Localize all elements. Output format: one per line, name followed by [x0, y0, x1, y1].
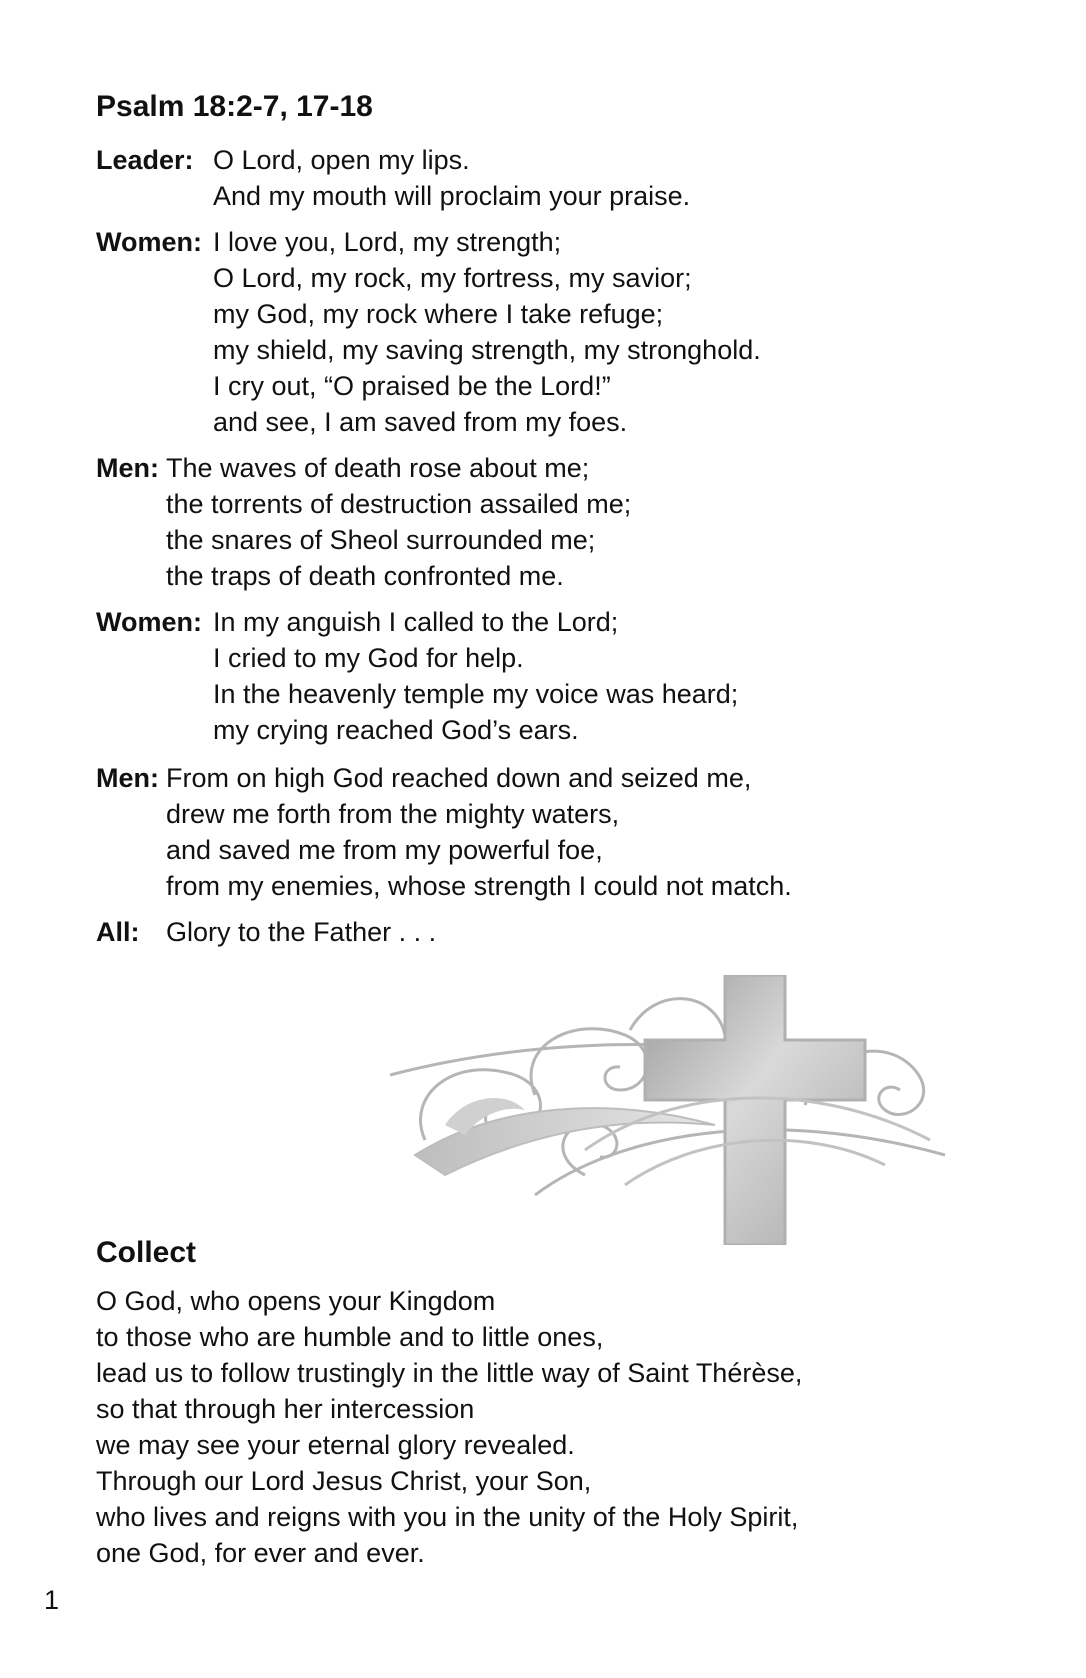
psalm-line: And my mouth will proclaim your praise.: [213, 181, 691, 211]
psalm-line: and see, I am saved from my foes.: [213, 407, 628, 437]
psalm-line: In my anguish I called to the Lord;: [213, 607, 619, 637]
collect-line: who lives and reigns with you in the unity of the Holy Spirit,: [96, 1502, 799, 1532]
stanza-men-2: [96, 760, 792, 904]
stanza-women-2: [96, 604, 738, 748]
stanza-all: [96, 914, 436, 950]
psalm-line: I love you, Lord, my strength;: [213, 227, 562, 257]
stanza-women-1: [96, 224, 761, 440]
psalm-line: O Lord, open my lips.: [213, 145, 470, 175]
speaker-label: Leader:: [96, 145, 194, 175]
psalm-line: drew me forth from the mighty waters,: [166, 799, 620, 829]
psalm-line: my God, my rock where I take refuge;: [213, 299, 664, 329]
collect-line: so that through her intercession: [96, 1394, 475, 1424]
psalm-line: The waves of death rose about me;: [166, 453, 590, 483]
collect-title: Collect: [96, 1236, 197, 1269]
speaker-label: Women:: [96, 227, 202, 257]
collect-line: we may see your eternal glory revealed.: [96, 1430, 575, 1460]
collect-line: Through our Lord Jesus Christ, your Son,: [96, 1466, 592, 1496]
collect-line: O God, who opens your Kingdom: [96, 1286, 496, 1316]
psalm-line: the snares of Sheol surrounded me;: [166, 525, 596, 555]
psalm-line: my shield, my saving strength, my stronghold.: [213, 335, 761, 365]
psalm-line: In the heavenly temple my voice was heard;: [213, 679, 739, 709]
collect-prayer: [96, 1283, 802, 1571]
collect-line: lead us to follow trustingly in the little way of Saint Thérèse,: [96, 1358, 803, 1388]
psalm-line: and saved me from my powerful foe,: [166, 835, 603, 865]
page-number: 1: [44, 1585, 60, 1615]
psalm-line: O Lord, my rock, my fortress, my savior;: [213, 263, 692, 293]
stanza-men-1: [96, 450, 631, 594]
cross-with-flourish-icon: [385, 975, 965, 1245]
psalm-title: Psalm 18:2-7, 17-18: [96, 90, 373, 123]
psalm-line: from my enemies, whose strength I could not match.: [166, 871, 792, 901]
collect-line: one God, for ever and ever.: [96, 1538, 425, 1568]
psalm-line: Glory to the Father . . .: [166, 917, 437, 947]
psalm-line: the traps of death confronted me.: [166, 561, 564, 591]
speaker-label: Men:: [96, 763, 159, 793]
speaker-label: Women:: [96, 607, 202, 637]
psalm-line: the torrents of destruction assailed me;: [166, 489, 632, 519]
psalm-line: I cry out, “O praised be the Lord!”: [213, 371, 611, 401]
stanza-leader: [96, 142, 690, 214]
speaker-label: Men:: [96, 453, 159, 483]
psalm-line: From on high God reached down and seized me,: [166, 763, 752, 793]
psalm-line: I cried to my God for help.: [213, 643, 524, 673]
collect-line: to those who are humble and to little ones,: [96, 1322, 604, 1352]
speaker-label: All:: [96, 917, 140, 947]
psalm-line: my crying reached God’s ears.: [213, 715, 579, 745]
